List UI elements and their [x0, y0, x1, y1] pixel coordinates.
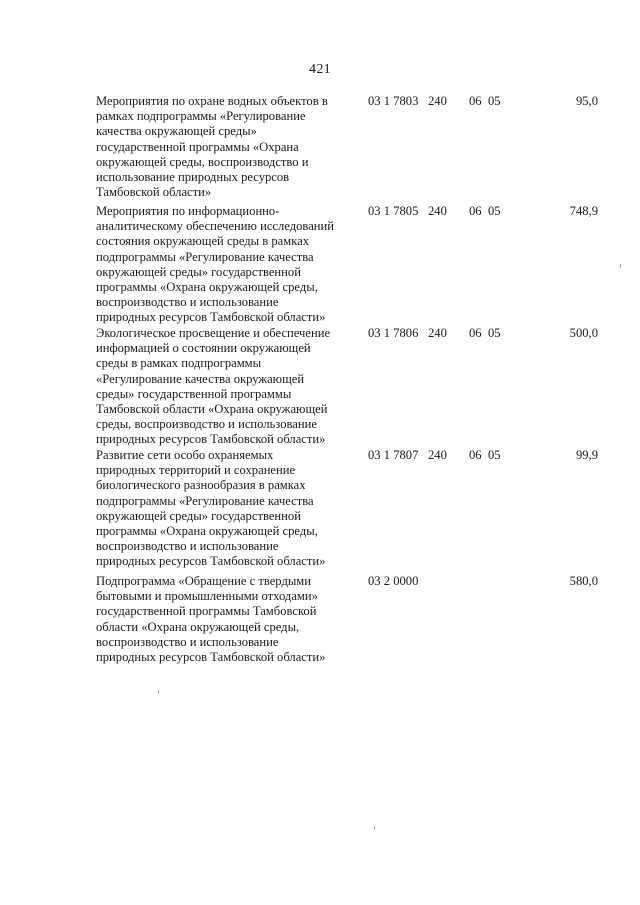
row-expense-type: 240	[428, 204, 447, 218]
row-target-code: 03 1 7807	[368, 448, 419, 462]
row-amount: 99,9	[575, 448, 598, 462]
row-amount: 748,9	[569, 204, 598, 218]
table-row	[0, 94, 640, 202]
row-description: Мероприятия по информационно- аналитическому обеспечению исследований состояния окружающей среды в рамках подпрограммы «Регулирование качества окружающей среды» государственной программы «Охрана окружающей среды, воспроизводство и использование природных ресурсов Тамбовской области»	[96, 204, 335, 325]
row-expense-type: 240	[428, 94, 447, 108]
row-target-code: 03 1 7803	[368, 94, 419, 108]
row-target-code: 03 1 7806	[368, 326, 419, 340]
row-subsection: 05	[488, 326, 501, 340]
row-amount: 95,0	[575, 94, 598, 108]
row-subsection: 05	[488, 94, 501, 108]
row-expense-type: 240	[428, 448, 447, 462]
row-section: 06	[469, 94, 482, 108]
row-target-code: 03 1 7805	[368, 204, 419, 218]
row-amount: 580,0	[569, 574, 598, 588]
row-section: 06	[469, 326, 482, 340]
row-description: Экологическое просвещение и обеспечение информацией о состоянии окружающей среды в рамках подпрограммы «Регулирование качества окружающей среды» государственной программы Тамбовской области «Охрана окружающей среды, воспроизводство и использование природных ресурсов Тамбовской области»	[96, 326, 331, 447]
row-subsection: 05	[488, 448, 501, 462]
page-number: 421	[309, 62, 331, 77]
scan-speck	[620, 264, 621, 268]
row-description: Подпрограмма «Обращение с твердыми бытовыми и промышленными отходами» государственной программы Тамбовской области «Охрана окружающей среды, воспроизводство и использование природных ресурсов Тамбовской области»	[96, 574, 326, 665]
row-expense-type: 240	[428, 326, 447, 340]
row-description: Мероприятия по охране водных объектов в рамках подпрограммы «Регулирование качества окружающей среды» государственной программы «Охрана окружающей среды, воспроизводство и использование природных ресурсов Тамбовской области»	[96, 94, 328, 200]
row-amount: 500,0	[569, 326, 598, 340]
scan-speck	[374, 826, 375, 829]
row-subsection: 05	[488, 204, 501, 218]
row-section: 06	[469, 448, 482, 462]
scan-speck	[158, 690, 159, 693]
row-description: Развитие сети особо охраняемых природных территорий и сохранение биологического разнообразия в рамках подпрограммы «Регулирование качества окружающей среды» государственной программы «Охрана окружающей среды, воспроизводство и использование природных ресурсов Тамбовской области»	[96, 448, 326, 569]
row-section: 06	[469, 204, 482, 218]
row-target-code: 03 2 0000	[368, 574, 419, 588]
